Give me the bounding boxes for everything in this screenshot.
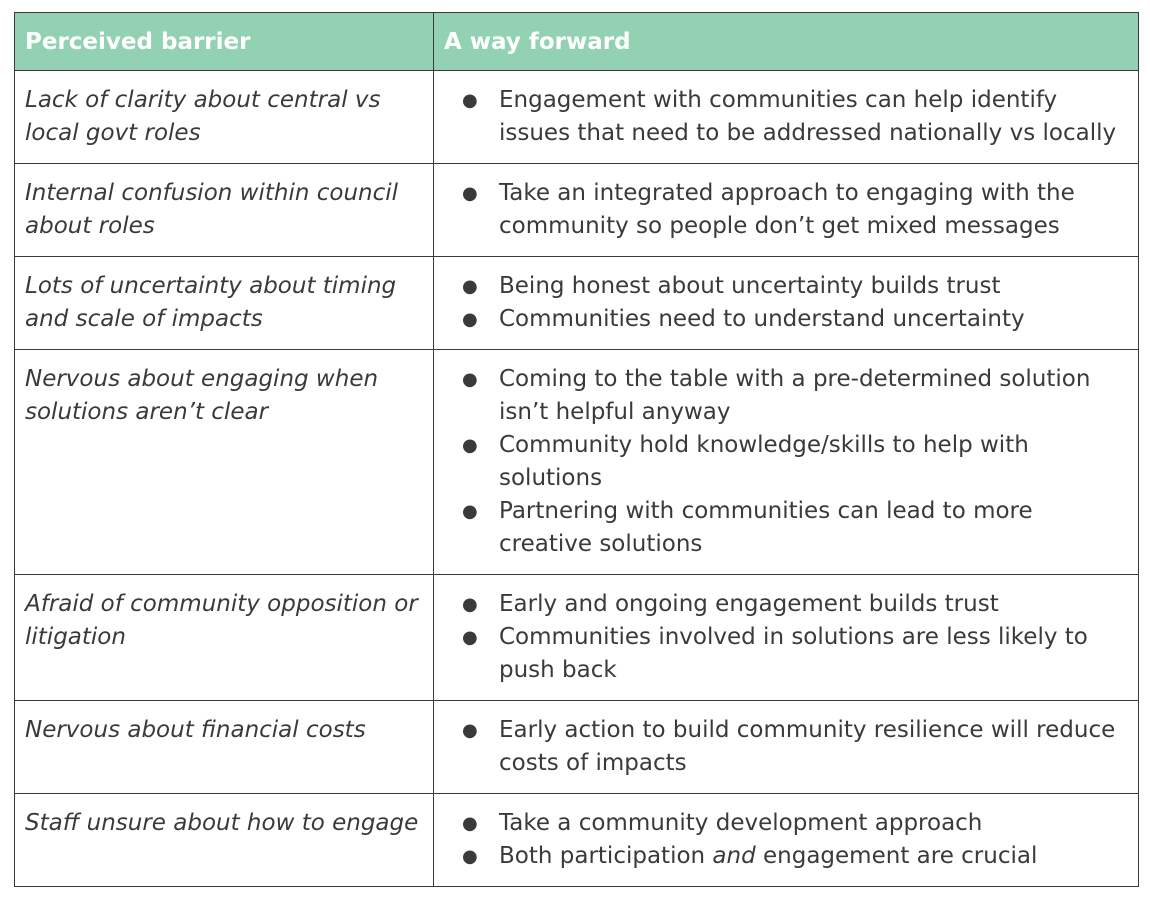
list-item-text: Community hold knowledge/skills to help with solutions bbox=[499, 432, 1029, 491]
bullet-icon: ● bbox=[462, 183, 478, 204]
list-item-text: Partnering with communities can lead to more creative solutions bbox=[499, 498, 1033, 557]
bullet-icon: ● bbox=[462, 309, 478, 330]
barrier-cell: Internal confusion within council about roles bbox=[15, 164, 434, 257]
way-forward-cell bbox=[434, 164, 1139, 257]
list-item bbox=[444, 621, 1128, 687]
list-item-text: Communities involved in solutions are less likely to push back bbox=[499, 624, 1088, 683]
way-forward-cell bbox=[434, 71, 1139, 164]
way-forward-cell bbox=[434, 350, 1139, 575]
bullet-icon: ● bbox=[462, 435, 478, 456]
list-item-text: Coming to the table with a pre-determined solution isn’t helpful anyway bbox=[499, 366, 1091, 425]
way-forward-cell bbox=[434, 794, 1139, 887]
header-row bbox=[15, 13, 1139, 71]
table-row bbox=[15, 794, 1139, 887]
bullet-icon: ● bbox=[462, 90, 478, 111]
barriers-table bbox=[14, 12, 1139, 887]
way-forward-cell bbox=[434, 257, 1139, 350]
header-way-forward: A way forward bbox=[434, 13, 1139, 71]
list-item-text: Early and ongoing engagement builds trust bbox=[499, 591, 999, 617]
table-row bbox=[15, 164, 1139, 257]
barrier-cell: Lack of clarity about central vs local govt roles bbox=[15, 71, 434, 164]
list-item bbox=[444, 714, 1128, 780]
table-row bbox=[15, 71, 1139, 164]
bullet-icon: ● bbox=[462, 813, 478, 834]
table-row bbox=[15, 701, 1139, 794]
barrier-cell: Nervous about financial costs bbox=[15, 701, 434, 794]
table-row bbox=[15, 575, 1139, 701]
way-forward-list bbox=[444, 177, 1128, 243]
list-item bbox=[444, 177, 1128, 243]
way-forward-cell bbox=[434, 575, 1139, 701]
list-item-text: Take an integrated approach to engaging with the community so people don’t get mixed messages bbox=[499, 180, 1075, 239]
header-perceived-barrier: Perceived barrier bbox=[15, 13, 434, 71]
way-forward-list bbox=[444, 270, 1128, 336]
list-item bbox=[444, 363, 1128, 429]
list-item bbox=[444, 807, 1128, 840]
list-item-text: Engagement with communities can help identify issues that need to be addressed nationally vs locally bbox=[499, 87, 1117, 146]
text-after-emphasis: engagement are crucial bbox=[755, 843, 1038, 869]
list-item-text bbox=[499, 843, 1037, 869]
list-item bbox=[444, 588, 1128, 621]
way-forward-list bbox=[444, 363, 1128, 561]
list-item-text: Take a community development approach bbox=[499, 810, 983, 836]
bullet-icon: ● bbox=[462, 276, 478, 297]
way-forward-cell bbox=[434, 701, 1139, 794]
table-row bbox=[15, 350, 1139, 575]
way-forward-list bbox=[444, 588, 1128, 687]
list-item bbox=[444, 840, 1128, 873]
barrier-cell: Staff unsure about how to engage bbox=[15, 794, 434, 887]
way-forward-list bbox=[444, 714, 1128, 780]
bullet-icon: ● bbox=[462, 594, 478, 615]
way-forward-list bbox=[444, 84, 1128, 150]
barrier-cell: Nervous about engaging when solutions aren’t clear bbox=[15, 350, 434, 575]
bullet-icon: ● bbox=[462, 846, 478, 867]
bullet-icon: ● bbox=[462, 501, 478, 522]
bullet-icon: ● bbox=[462, 369, 478, 390]
list-item bbox=[444, 429, 1128, 495]
list-item bbox=[444, 495, 1128, 561]
way-forward-list bbox=[444, 807, 1128, 873]
list-item bbox=[444, 270, 1128, 303]
table-row bbox=[15, 257, 1139, 350]
list-item-text: Being honest about uncertainty builds trust bbox=[499, 273, 1001, 299]
bullet-icon: ● bbox=[462, 720, 478, 741]
list-item bbox=[444, 303, 1128, 336]
list-item-text: Early action to build community resilience will reduce costs of impacts bbox=[499, 717, 1116, 776]
list-item bbox=[444, 84, 1128, 150]
emphasis-text: and bbox=[712, 843, 756, 869]
bullet-icon: ● bbox=[462, 627, 478, 648]
barrier-cell: Lots of uncertainty about timing and scale of impacts bbox=[15, 257, 434, 350]
barrier-cell: Afraid of community opposition or litigation bbox=[15, 575, 434, 701]
list-item-text: Communities need to understand uncertainty bbox=[499, 306, 1025, 332]
text-before-emphasis: Both participation bbox=[499, 843, 713, 869]
